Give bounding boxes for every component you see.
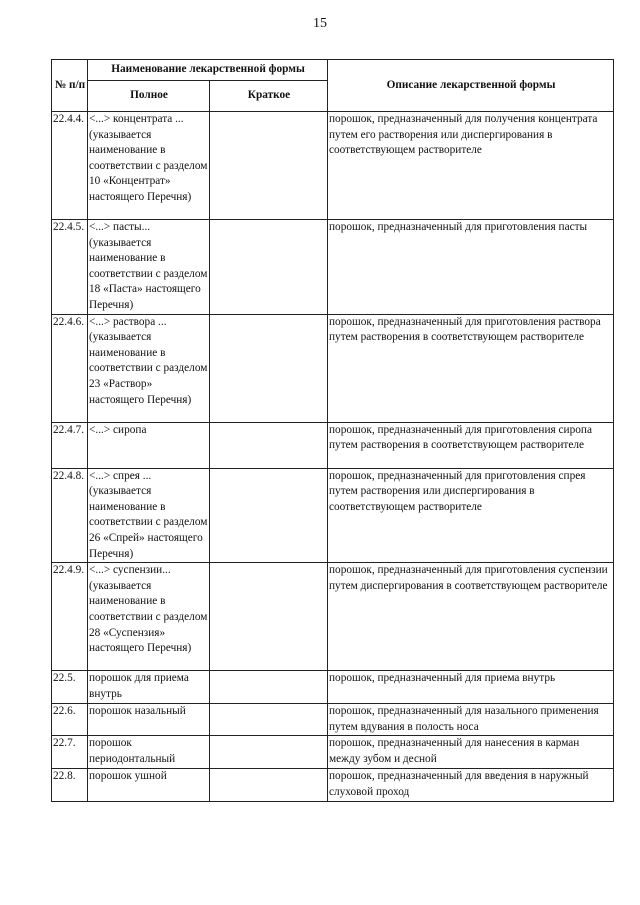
row-short-name bbox=[210, 422, 328, 468]
table-row bbox=[52, 314, 614, 422]
table-row bbox=[52, 704, 614, 736]
row-description: порошок, предназначенный для приема внутрь bbox=[328, 671, 614, 704]
table-row bbox=[52, 220, 614, 315]
row-description: порошок, предназначенный для назального применения путем вдувания в полость носа bbox=[328, 704, 614, 736]
row-full-name: <...> спрея ... (указывается наименование в соответствии с разделом 26 «Спрей» настоящего Перечня) bbox=[88, 468, 210, 563]
row-description: порошок, предназначенный для нанесения в карман между зубом и десной bbox=[328, 736, 614, 769]
row-short-name bbox=[210, 704, 328, 736]
table-row bbox=[52, 112, 614, 220]
row-short-name bbox=[210, 671, 328, 704]
row-full-name: <...> пасты... (указывается наименование в соответствии с разделом 18 «Паста» настоящего Перечня) bbox=[88, 220, 210, 315]
row-full-name: порошок назальный bbox=[88, 704, 210, 736]
row-number: 22.7. bbox=[52, 736, 88, 769]
row-short-name bbox=[210, 112, 328, 220]
row-description: порошок, предназначенный для приготовления суспензии путем диспергирования в соответствующем растворителе bbox=[328, 563, 614, 671]
row-full-name: порошок для приема внутрь bbox=[88, 671, 210, 704]
table-row bbox=[52, 422, 614, 468]
row-number: 22.4.8. bbox=[52, 468, 88, 563]
page-number: 15 bbox=[313, 16, 327, 31]
header-short: Краткое bbox=[210, 81, 328, 112]
row-number: 22.4.6. bbox=[52, 314, 88, 422]
row-number: 22.8. bbox=[52, 769, 88, 801]
row-number: 22.4.5. bbox=[52, 220, 88, 315]
row-number: 22.4.7. bbox=[52, 422, 88, 468]
row-short-name bbox=[210, 769, 328, 801]
header-full: Полное bbox=[88, 81, 210, 112]
header-name-group: Наименование лекарственной формы bbox=[88, 60, 328, 81]
row-full-name: порошок ушной bbox=[88, 769, 210, 801]
row-full-name: <...> сиропа bbox=[88, 422, 210, 468]
row-full-name: <...> раствора ... (указывается наименование в соответствии с разделом 23 «Раствор» настоящего Перечня) bbox=[88, 314, 210, 422]
row-number: 22.5. bbox=[52, 671, 88, 704]
row-short-name bbox=[210, 314, 328, 422]
header-description: Описание лекарственной формы bbox=[328, 60, 614, 112]
row-description: порошок, предназначенный для приготовления спрея путем растворения или диспергирования в соответствующем растворителе bbox=[328, 468, 614, 563]
row-number: 22.4.9. bbox=[52, 563, 88, 671]
table-row bbox=[52, 736, 614, 769]
table-row bbox=[52, 671, 614, 704]
row-number: 22.6. bbox=[52, 704, 88, 736]
row-description: порошок, предназначенный для приготовления раствора путем растворения в соответствующем растворителе bbox=[328, 314, 614, 422]
row-description: порошок, предназначенный для приготовления пасты bbox=[328, 220, 614, 315]
table-row bbox=[52, 769, 614, 801]
row-description: порошок, предназначенный для получения концентрата путем его растворения или диспергирования в соответствующем растворителе bbox=[328, 112, 614, 220]
row-full-name: <...> концентрата ... (указывается наименование в соответствии с разделом 10 «Концентрат» настоящего Перечня) bbox=[88, 112, 210, 220]
row-short-name bbox=[210, 736, 328, 769]
row-short-name bbox=[210, 468, 328, 563]
row-description: порошок, предназначенный для приготовления сиропа путем растворения в соответствующем растворителе bbox=[328, 422, 614, 468]
row-description: порошок, предназначенный для введения в наружный слуховой проход bbox=[328, 769, 614, 801]
dosage-forms-table bbox=[51, 59, 614, 802]
row-short-name bbox=[210, 563, 328, 671]
row-short-name bbox=[210, 220, 328, 315]
table-row bbox=[52, 563, 614, 671]
row-full-name: порошок периодонтальный bbox=[88, 736, 210, 769]
table-row bbox=[52, 468, 614, 563]
row-number: 22.4.4. bbox=[52, 112, 88, 220]
header-number: № п/п bbox=[52, 60, 88, 112]
row-full-name: <...> суспензии... (указывается наименование в соответствии с разделом 28 «Суспензия» настоящего Перечня) bbox=[88, 563, 210, 671]
